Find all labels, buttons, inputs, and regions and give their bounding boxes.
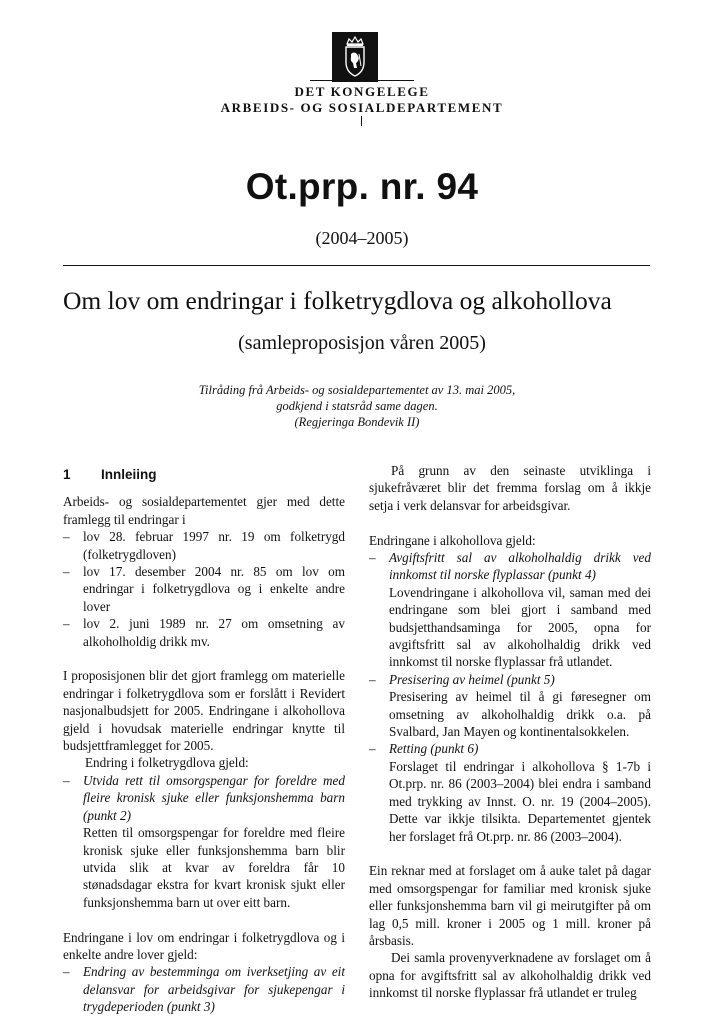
document-year: (2004–2005) (315, 228, 409, 248)
list-item: – lov 2. juni 1989 nr. 27 om omsetning av alkoholholdig drikk mv. (63, 616, 345, 649)
item-body: Retten til omsorgspengar for foreldre med fleire kronisk sjuke eller funksjonshemma barn blir utvida slik at kvar av foreldra får 10 stønadsdagar ekstra for kvart kronisk sjukt eller funksjonshemma barn ut over eitt barn. (83, 825, 345, 910)
ministry-name-line2: ARBEIDS- OG SOSIALDEPARTEMENT (220, 100, 504, 115)
ministry-vertical-rule (361, 116, 362, 126)
item-title: Utvida rett til omsorgspengar for foreldre med fleire kronisk sjuke eller funksjonshemma barn (punkt 2) (83, 772, 345, 823)
paragraph: Dei samla provenyverknadene av forslaget om å opna for avgiftsfritt sal av alkoholhaldig drikk ved innkomst til norske flyplassar frå utlandet er truleg (369, 950, 651, 1001)
item-title: Presisering av heimel (punkt 5) (389, 671, 555, 687)
title-divider (63, 265, 650, 266)
item-body: Forslaget til endringar i alkohollova § 1-7b i Ot.prp. nr. 86 (2003–2004) blei endra i samband med trykking av Innst. O. nr. 19 (2004–2005). Dette var ikkje tilsikta. Departementet gjentek her forslaget frå Ot.prp. nr. 86 (2003–2004). (389, 758, 651, 844)
item-title: Endring av bestemminga om iverksetjing av eit delansvar for arbeidsgivar for sjukepengar i trygdeperioden (punkt 3) (83, 964, 345, 1015)
list-item: – lov 28. februar 1997 nr. 19 om folketrygd (folketrygdloven) (63, 529, 345, 562)
list-item: – Utvida rett til omsorgspengar for foreldre med fleire kronisk sjuke eller funksjonshemma barn (punkt 2) (63, 772, 345, 823)
section-title: Innleiing (101, 467, 157, 482)
paragraph: Endringane i lov om endringar i folketrygdlova og i enkelte andre lover gjeld: (63, 929, 345, 962)
recommendation-line-2: godkjend i statsråd same dagen. (276, 399, 438, 413)
item-title: Avgiftsfritt sal av alkoholhaldig drikk ved innkomst til norske flyplassar (punkt 4) (389, 550, 651, 583)
recommendation-line-1: Tilråding frå Arbeids- og sosialdepartementet av 13. mai 2005, (198, 383, 516, 397)
law-item-3: lov 2. juni 1989 nr. 27 om omsetning av alkoholholdig drikk mv. (83, 616, 345, 649)
paragraph: Endringane i alkohollova gjeld: (369, 532, 536, 548)
law-item-2: lov 17. desember 2004 nr. 85 om lov om endringar i folketrygdlova og i enkelte andre lover (83, 564, 345, 614)
recommendation-line-3: (Regjeringa Bondevik II) (294, 415, 420, 429)
list-item: – Avgiftsfritt sal av alkoholhaldig drikk ved innkomst til norske flyplassar (punkt 4) (369, 550, 651, 583)
list-item: – Endring av bestemminga om iverksetjing av eit delansvar for arbeidsgivar for sjukepengar i trygdeperioden (punkt 3) (63, 964, 345, 1015)
ministry-divider (310, 80, 414, 81)
law-item-1: lov 28. februar 1997 nr. 19 om folketrygd (folketrygdloven) (83, 529, 345, 562)
item-body: Presisering av heimel til å gi føresegner om omsetning av alkoholhaldig drikk o.a. på Svalbard, Jan Mayen og kontinentalsokkelen. (389, 689, 651, 740)
section-heading (63, 466, 345, 483)
document-title: Om lov om endringar i folketrygdlova og alkohollova (63, 286, 612, 315)
section-number: 1 (63, 467, 71, 482)
left-column (63, 466, 345, 1016)
document-subtitle: (samleproposisjon våren 2005) (238, 332, 486, 354)
paragraph: På grunn av den seinaste utviklinga i sjukefråværet blir det fremma forslag om å ikkje setja i verk delansvar for arbeidsgivar. (369, 463, 651, 513)
list-item: – Retting (punkt 6) (369, 740, 651, 757)
paragraph: I proposisjonen blir det gjort framlegg om materielle endringar i folketrygdlova som er forslått i Revidert nasjonalbudsjett for 2005. Endringane i alkohollova gjeld i hovudsak materielle endringar knytte til budsjettframlegget for 2005. (63, 668, 345, 754)
right-column (369, 462, 651, 1002)
list-item: – Presisering av heimel (punkt 5) (369, 671, 651, 688)
ministry-name-line1: DET KONGELEGE (294, 84, 430, 99)
royal-coat-of-arms-icon (332, 32, 378, 82)
paragraph: Endring i folketrygdlova gjeld: (85, 755, 249, 771)
intro-paragraph: Arbeids- og sosialdepartementet gjer med dette framlegg til endringar i (63, 494, 345, 527)
paragraph: Ein reknar med at forslaget om å auke talet på dagar med omsorgspengar for familiar med kronisk sjuke eller funksjonshemma barn vil gi meirutgifter på om lag 0,5 mill. kroner i 2005 og 1 mill. kroner på årsbasis. (369, 863, 651, 948)
item-title: Retting (punkt 6) (389, 741, 479, 757)
document-number: Ot.prp. nr. 94 (245, 166, 479, 207)
item-body: Lovendringane i alkohollova vil, saman med dei endringane som blei gjort i samband med budsjetthandsaminga for 2005, opna for avgiftsfritt sal av alkoholhaldig drikk ved innkomst til norske flyplassar frå utlandet. (389, 584, 651, 670)
list-item: – lov 17. desember 2004 nr. 85 om lov om endringar i folketrygdlova og i enkelte andre lover (63, 564, 345, 614)
